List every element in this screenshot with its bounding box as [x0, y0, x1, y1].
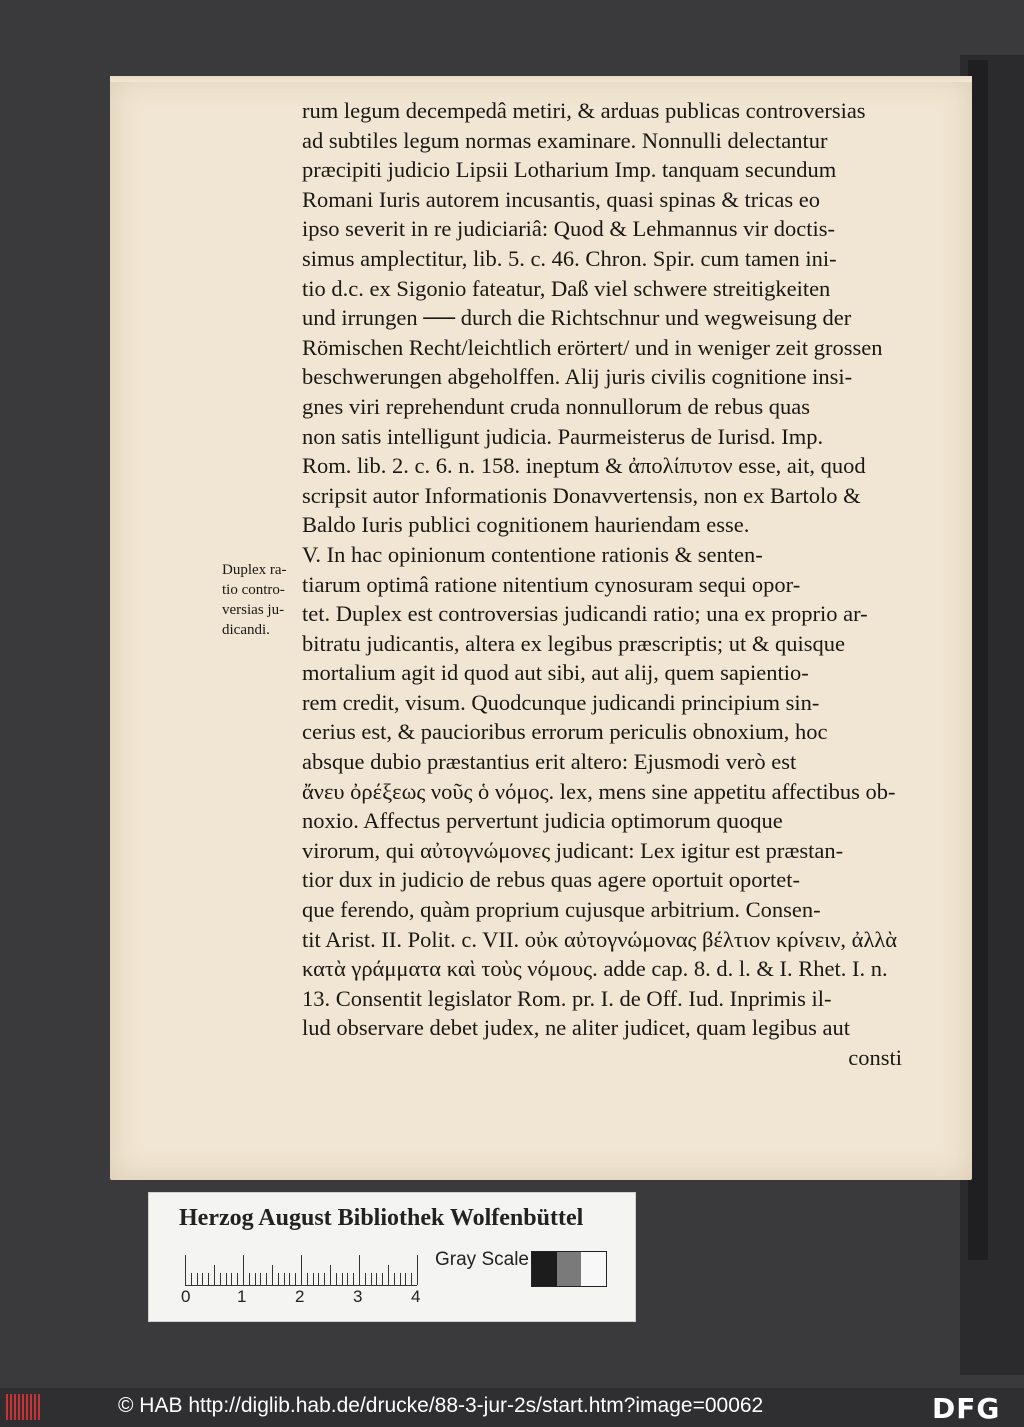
- text-line: virorum, qui αὐτογνώμονες judicant: Lex igitur est præstan-: [302, 837, 844, 863]
- ruler-tick: [313, 1273, 314, 1285]
- body-text: [302, 96, 902, 1073]
- ruler-tick: [318, 1273, 319, 1285]
- ruler-tick: [220, 1273, 221, 1285]
- text-line: beschwerungen abgeholffen. Alij juris civilis cognitione insi-: [302, 364, 853, 390]
- text-line: gnes viri reprehendunt cruda nonnullorum de rebus quas: [302, 393, 810, 419]
- ruler-tick: [208, 1273, 209, 1285]
- ruler-tick: [284, 1273, 285, 1285]
- text-line: tior dux in judicio de rebus quas agere oportuit oportet-: [302, 867, 800, 893]
- ruler-tick: [278, 1273, 279, 1285]
- ruler-tick: [388, 1265, 389, 1285]
- ruler-number: 3: [353, 1287, 363, 1306]
- ruler-tick: [400, 1273, 401, 1285]
- text-line: und irrungen ── durch die Richtschnur und wegweisung der: [302, 305, 852, 331]
- text-line: præcipiti judicio Lipsii Lotharium Imp. tanquam secundum: [302, 157, 837, 183]
- ruler-tick: [324, 1273, 325, 1285]
- ruler-number: 0: [181, 1287, 191, 1306]
- ruler-tick: [289, 1273, 290, 1285]
- margin-note-line: Duplex ra-: [222, 562, 287, 578]
- ruler-tick: [237, 1273, 238, 1285]
- ruler-tick: [371, 1273, 372, 1285]
- text-line: Rom. lib. 2. c. 6. n. 158. ineptum & ἀπολίπυτον esse, ait, quod: [302, 453, 866, 479]
- margin-note: [222, 560, 308, 640]
- ruler-tick: [191, 1273, 192, 1285]
- text-line: rem credit, visum. Quodcunque judicandi principium sin-: [302, 689, 820, 715]
- ruler-tick: [359, 1255, 360, 1285]
- hab-logo-icon: [6, 1394, 42, 1420]
- text-line: mortalium agit id quod aut sibi, aut alij, quem sapientio-: [302, 660, 809, 686]
- text-line: cerius est, & paucioribus errorum periculis obnoxium, hoc: [302, 719, 828, 745]
- text-line: que ferendo, quàm proprium cujusque arbitrium. Consen-: [302, 897, 821, 923]
- ruler-tick: [307, 1273, 308, 1285]
- text-line: non satis intelligunt judicia. Paurmeisterus de Iurisd. Imp.: [302, 423, 824, 449]
- text-line: tet. Duplex est controversias judicandi ratio; una ex proprio ar-: [302, 601, 868, 627]
- ruler-tick: [417, 1255, 418, 1285]
- text-line: V. In hac opinionum contentione rationis & senten-: [302, 541, 763, 567]
- ruler-tick: [197, 1273, 198, 1285]
- text-line: ipso severit in re judiciariâ: Quod & Lehmannus vir doctis-: [302, 216, 836, 242]
- ruler-tick: [336, 1273, 337, 1285]
- margin-note-line: dicandi.: [222, 622, 270, 638]
- ruler-number: 4: [411, 1287, 421, 1306]
- ruler-tick: [260, 1273, 261, 1285]
- text-line: Baldo Iuris publici cognitionem hauriendam esse.: [302, 512, 750, 538]
- ruler-tick: [295, 1273, 296, 1285]
- margin-note-line: tio contro-: [222, 582, 285, 598]
- text-line: simus amplectitur, lib. 5. c. 46. Chron. Spir. cum tamen ini-: [302, 245, 837, 271]
- ruler-tick: [243, 1255, 244, 1285]
- text-line: noxio. Affectus pervertunt judicia optimorum quoque: [302, 808, 783, 834]
- ruler-tick: [353, 1273, 354, 1285]
- ruler-tick: [394, 1273, 395, 1285]
- ruler-number: 2: [295, 1287, 305, 1306]
- scale-ruler: [185, 1251, 417, 1286]
- ruler-tick: [249, 1273, 250, 1285]
- dfg-logo: DFG: [932, 1392, 1001, 1425]
- ruler-tick: [214, 1265, 215, 1285]
- ruler-tick: [382, 1273, 383, 1285]
- source-url[interactable]: © HAB http://diglib.hab.de/drucke/88-3-jur-2s/start.htm?image=00062: [118, 1394, 764, 1417]
- text-line: rum legum decempedâ metiri, & arduas publicas controversias: [302, 98, 866, 123]
- text-line: ἄνευ ὀρέξεως νοῦς ὁ νόμος. lex, mens sine appetitu affectibus ob-: [302, 778, 896, 804]
- gray-scale-swatch: [531, 1251, 607, 1287]
- text-line: ad subtiles legum normas examinare. Nonnulli delectantur: [302, 127, 828, 153]
- ruler-number: 1: [237, 1287, 247, 1306]
- ruler-tick: [405, 1273, 406, 1285]
- ruler-tick: [266, 1273, 267, 1285]
- text-line: tio d.c. ex Sigonio fateatur, Daß viel schwere streitigkeiten: [302, 275, 831, 301]
- text-line: tiarum optimâ ratione nitentium cynosuram sequi opor-: [302, 571, 801, 597]
- ruler-tick: [185, 1255, 186, 1285]
- ruler-tick: [411, 1273, 412, 1285]
- text-line: Römischen Recht/leichtlich erörtert/ und in weniger zeit grossen: [302, 334, 883, 360]
- text-line: bitratu judicantis, altera ex legibus præscriptis; ut & quisque: [302, 630, 846, 656]
- ruler-tick: [330, 1265, 331, 1285]
- ruler-tick: [376, 1273, 377, 1285]
- ruler-tick: [202, 1273, 203, 1285]
- text-line: κατὰ γράμματα καὶ τοὺς νόμους. adde cap. 8. d. l. & I. Rhet. I. n.: [302, 956, 888, 982]
- ruler-tick: [255, 1273, 256, 1285]
- text-line: lud observare debet judex, ne aliter judicet, quam legibus aut: [302, 1015, 850, 1041]
- text-line: 13. Consentit legislator Rom. pr. I. de Off. Iud. Inprimis il-: [302, 985, 832, 1011]
- margin-note-line: versias ju-: [222, 602, 285, 618]
- text-line: scripsit autor Informationis Donavvertensis, non ex Bartolo &: [302, 482, 861, 508]
- ruler-tick: [301, 1255, 302, 1285]
- ruler-tick: [226, 1273, 227, 1285]
- text-line: absque dubio præstantius erit altero: Ejusmodi verò est: [302, 749, 797, 775]
- scanned-page: [110, 76, 972, 1180]
- color-reference-card: [148, 1192, 636, 1322]
- ruler-tick: [347, 1273, 348, 1285]
- gray-scale-label: Gray Scale: [435, 1249, 529, 1270]
- institution-name: Herzog August Bibliothek Wolfenbüttel: [179, 1205, 584, 1231]
- text-line: consti: [848, 1045, 902, 1070]
- ruler-tick: [365, 1273, 366, 1285]
- text-line: Romani Iuris autorem incusantis, quasi spinas & tricas eo: [302, 186, 821, 212]
- footer-bar: [0, 1388, 1024, 1427]
- ruler-tick: [272, 1265, 273, 1285]
- ruler-tick: [342, 1273, 343, 1285]
- text-line: tit Arist. II. Polit. c. VII. οὐκ αὐτογνώμονας βέλτιον κρίνειν, ἀλλὰ: [302, 926, 898, 952]
- ruler-tick: [231, 1273, 232, 1285]
